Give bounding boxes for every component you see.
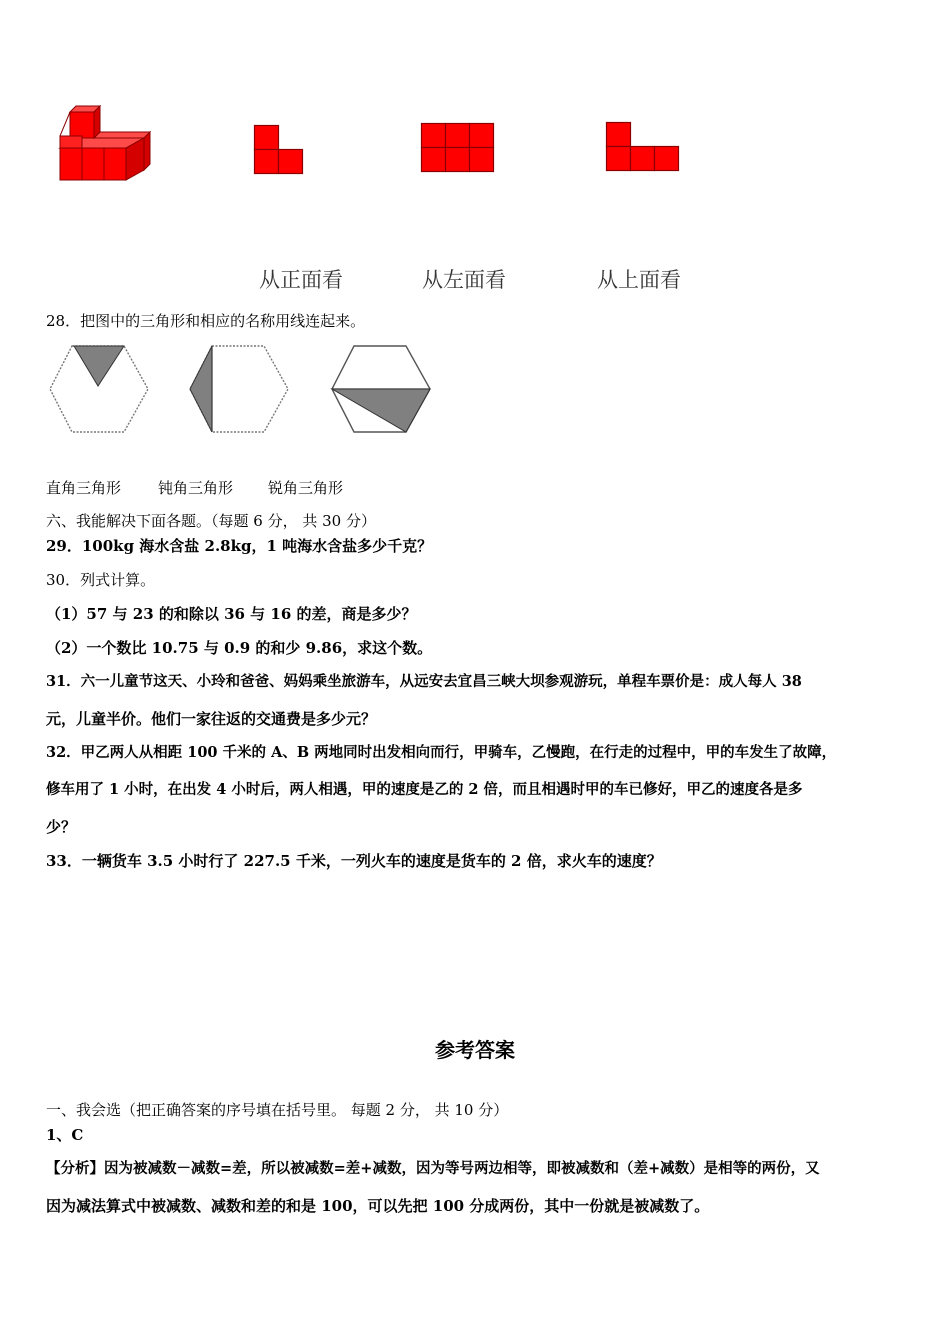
triangle-name-obtuse: 钝角三角形 [158,479,234,497]
q29: 29．100kg 海水含盐 2.8kg，1 吨海水含盐多少千克？ [46,537,433,555]
answers-section1: 一、我会选（把正确答案的序号填在括号里。 每题 2 分， 共 10 分） [46,1101,509,1119]
view-label-front: 从正面看 [259,268,343,292]
view-label-top: 从上面看 [597,268,681,292]
q31-line2: 元，儿童半价。他们一家往返的交通费是多少元？ [46,710,377,728]
answers-title: 参考答案 [435,1038,515,1062]
q30-part2: （2）一个数比 10.75 与 0.9 的和少 9.86，求这个数。 [46,639,433,657]
view-label-left: 从左面看 [422,268,506,292]
q28-text: 28．把图中的三角形和相应的名称用线连起来。 [46,312,366,330]
cube-stack-figure [50,108,160,186]
q32-line2: 修车用了 1 小时，在出发 4 小时后，两人相遇，甲的速度是乙的 2 倍，而且相遇时甲的车已修好，甲乙的速度各是多 [46,781,803,798]
front-view-figure [254,125,304,174]
hexagon-right-triangle [188,344,290,434]
top-view-figure [606,122,679,171]
q32-line1: 32．甲乙两人从相距 100 千米的 A、B 两地同时出发相向而行，甲骑车，乙慢跑，在行走的过程中，甲的车发生了故障， [46,744,837,761]
q31-line1: 31．六一儿童节这天、小玲和爸爸、妈妈乘坐旅游车，从远安去宜昌三峡大坝参观游玩，单程车票价是：成人每人 38 [46,673,802,690]
analysis-line1: 【分析】因为被减数－减数=差，所以被减数=差+减数，因为等号两边相等，即被减数和（差+减数）是相等的两份，又 [46,1160,820,1177]
q30-part1: （1）57 与 23 的和除以 36 与 16 的差，商是多少？ [46,605,417,623]
analysis-line2: 因为减法算式中被减数、减数和差的和是 100，可以先把 100 分成两份，其中一份就是被减数了。 [46,1197,710,1215]
q30: 30．列式计算。 [46,571,156,589]
q33: 33．一辆货车 3.5 小时行了 227.5 千米，一列火车的速度是货车的 2 倍，求火车的速度？ [46,852,662,870]
triangle-name-acute: 锐角三角形 [268,479,344,497]
hexagon-acute-triangle [48,344,150,434]
hexagon-obtuse-triangle [330,344,432,434]
triangle-name-right: 直角三角形 [46,479,122,497]
section6-heading: 六、我能解决下面各题。（每题 6 分， 共 30 分） [46,512,376,530]
left-view-figure [421,123,494,172]
answer-1: 1、C [46,1126,84,1144]
q32-line3: 少？ [46,818,77,836]
